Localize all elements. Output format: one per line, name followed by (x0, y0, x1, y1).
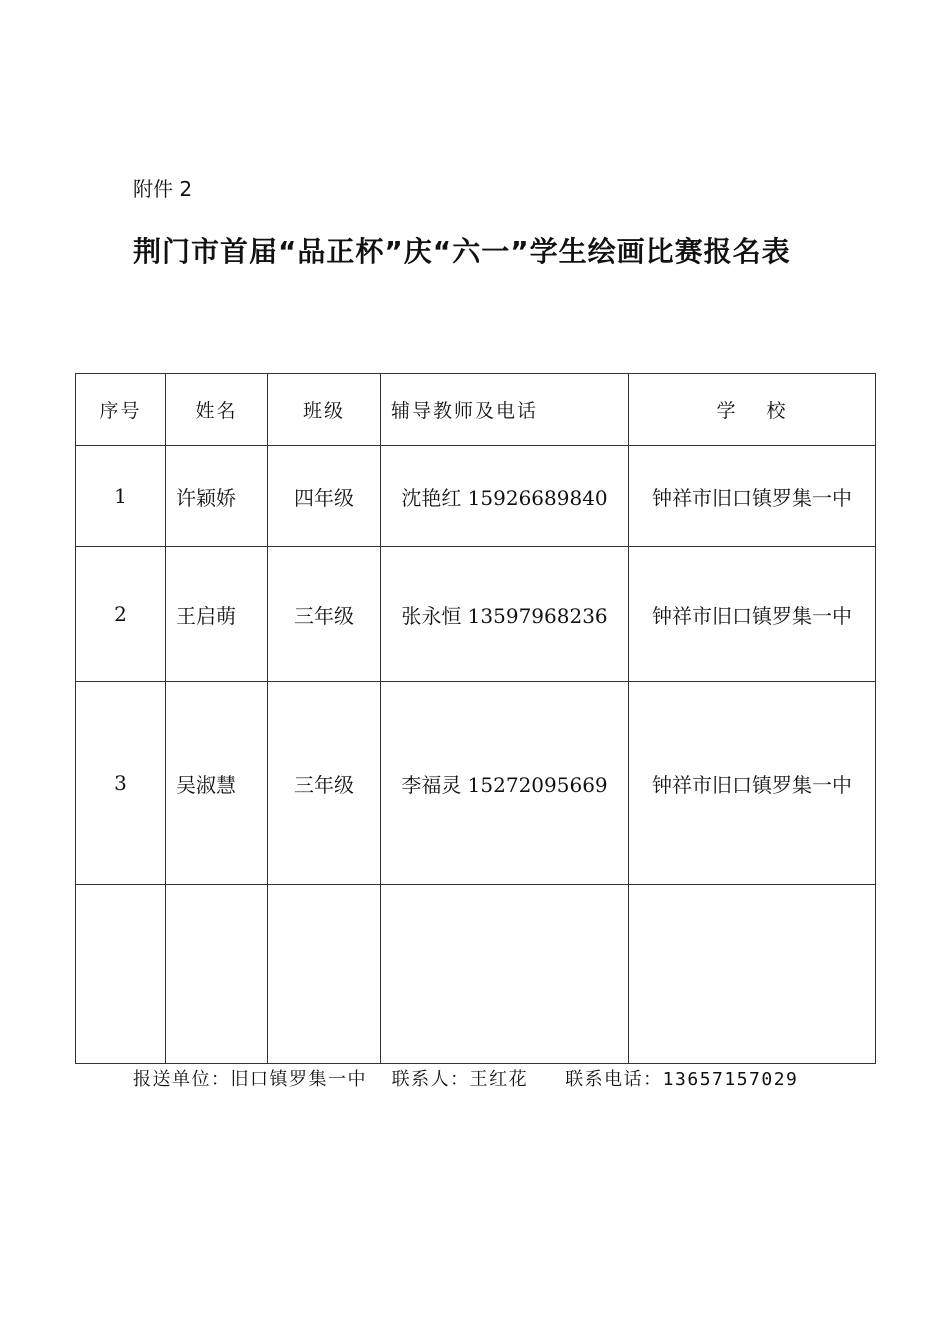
cell-no: 3 (76, 682, 166, 885)
header-school: 学 校 (629, 374, 876, 446)
cell-name: 吴淑慧 (166, 682, 268, 885)
cell-school: 钟祥市旧口镇罗集一中 (629, 547, 876, 682)
cell-grade: 三年级 (268, 682, 381, 885)
table-row (76, 547, 876, 682)
cell-teacher: 张永恒 13597968236 (381, 547, 629, 682)
header-teacher: 辅导教师及电话 (381, 374, 629, 446)
attachment-label: 附件 2 (133, 177, 193, 201)
header-no: 序号 (76, 374, 166, 446)
cell-teacher: 李福灵 15272095669 (381, 682, 629, 885)
cell-empty (76, 885, 166, 1064)
cell-empty (629, 885, 876, 1064)
header-grade: 班级 (268, 374, 381, 446)
cell-school: 钟祥市旧口镇罗集一中 (629, 682, 876, 885)
footer-contact: 报送单位：旧口镇罗集一中 联系人：王红花 联系电话：13657157029 (133, 1069, 799, 1090)
cell-no: 2 (76, 547, 166, 682)
document-title: 荆门市首届“品正杯”庆“六一”学生绘画比赛报名表 (133, 235, 791, 268)
table-row (76, 682, 876, 885)
cell-empty (166, 885, 268, 1064)
cell-grade: 四年级 (268, 446, 381, 547)
cell-school: 钟祥市旧口镇罗集一中 (629, 446, 876, 547)
table-row-empty (76, 885, 876, 1064)
header-name: 姓名 (166, 374, 268, 446)
cell-empty (381, 885, 629, 1064)
table-row (76, 446, 876, 547)
cell-name: 王启萌 (166, 547, 268, 682)
cell-empty (268, 885, 381, 1064)
table-header-row (76, 374, 876, 446)
cell-teacher: 沈艳红 15926689840 (381, 446, 629, 547)
cell-no: 1 (76, 446, 166, 547)
registration-table (75, 373, 876, 1064)
cell-name: 许颖娇 (166, 446, 268, 547)
cell-grade: 三年级 (268, 547, 381, 682)
